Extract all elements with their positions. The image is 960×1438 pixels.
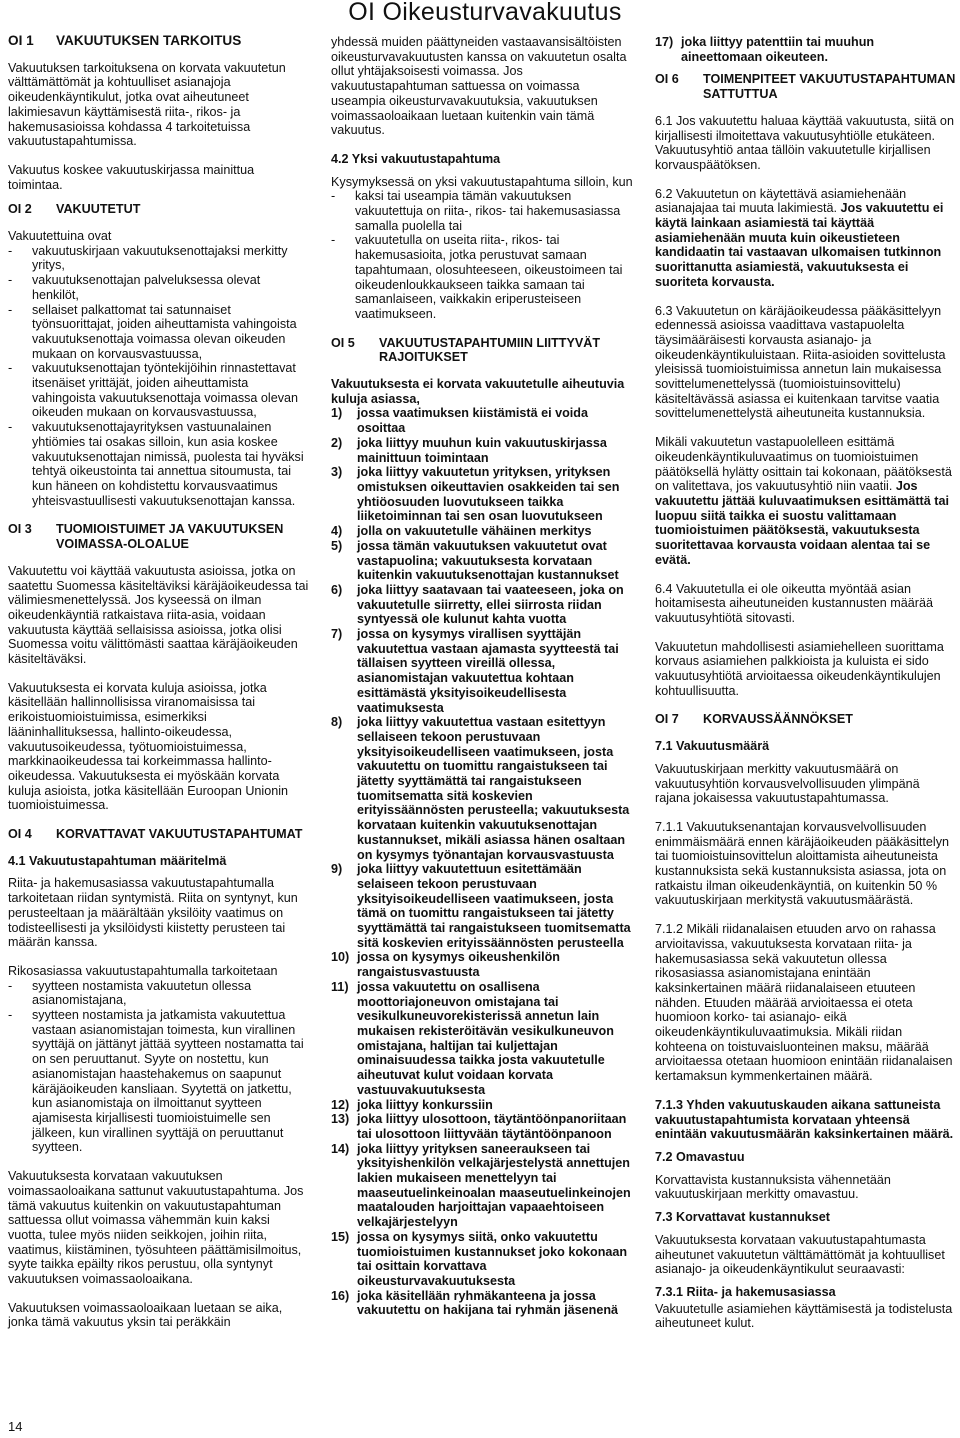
paragraph: Vakuutetulle asiamiehen käyttämisestä ja todistelusta aiheutuneet kulut. [655, 1301, 953, 1331]
subsection-heading: 7.3.1 Riita- ja hakemusasiassa [655, 1284, 836, 1299]
paragraph: 6.4 Vakuutetulla ei ole oikeutta myöntää asian hoitamisesta aiheutuneiden kustannusten määrää vakuutusyhtiötä sitovasti. [655, 581, 933, 625]
column-1 [8, 34, 310, 1344]
event-list [8, 979, 310, 1155]
list-item: 4) jolla on vakuutetulle vähäinen merkitys [331, 524, 592, 539]
list-item: 1) jossa vaatimuksen kiistämistä ei voida osoittaa [331, 406, 588, 436]
list-item: - syytteen nostamista vakuutetun ollessa asianomistajana, [8, 978, 252, 1008]
list-item: 10) jossa on kysymys oikeushenkilön rangaistusvastuusta [331, 950, 560, 980]
list-item: 15) jossa on kysymys siitä, onko vakuutettu tuomioistuimen kustannukset joko kokonaan tai osittain korvattava oikeusturvavakuutuksesta [331, 1229, 628, 1288]
column-3 [655, 35, 957, 1345]
list-item: - vakuutetulla on useita riita-, rikos- tai hakemusasioita, jotka perustuvat samaan tapahtumaan, olosuhteeseen, oikeustoimeen tai oikeudenloukkaukseen taikka samaan tai samanlaiseen, vaikkakin eriperusteiseen vaatimukseen. [331, 233, 623, 321]
list-item: 12) joka liittyy konkurssiin [331, 1097, 493, 1112]
paragraph: 6.2 Vakuutetun on käytettävä asiamiehenään asianajajaa tai muuta lakimiestä. Jos vakuutettu ei käytä lainkaan asiamiestä tai käyttää asiamiehenään muuta kuin oikeustieteen kandidaatin tai vastaavan ulkomaisen tutkinnon suorittanutta asiamiestä, vakuutuksesta ei suoriteta korvausta. [655, 186, 944, 289]
paragraph: Vakuutettuina ovat [8, 229, 112, 244]
subsection-heading: 7.3 Korvattavat kustannukset [655, 1210, 830, 1225]
restrictions-list [331, 406, 634, 1318]
list-item: - syytteen nostamista ja jatkamista vakuutettua vastaan asianomistajan toimesta, kun virallinen syyttäjä on jättänyt jättää syytteen nostamatta tai on sen peruuttanut. Syyte on nostettu, kun asianomistajan haastehakemus on saapunut käräjäoikeuden kansliaan. Syytettä on jatkettu, kun asianomistaja on ilmoittanut syytteen ajamisesta kirjallisesti tuomioistuimelle sen jälkeen, kun virallinen syyttäjä on peruuttanut syytteen. [8, 1008, 304, 1155]
list-item: - kaksi tai useampia tämän vakuutuksen vakuutettuja on riita-, rikos- tai hakemusasiassa samalla puolella tai [331, 189, 621, 233]
paragraph: 6.3 Vakuutetun on käräjäoikeudessa pääkäsittelyyn edennessä asioissa vaadittava vastapuolelta täysimääräisesti korvausta asianajo- ja oikeudenkäyntikuluistaan. Riita-asioiden sovittelusta yleisissä tuomioistuimissa annetun lain mukaisessa sovittelumenettelyssä (tuomioistuinsovittelu) käsiteltävässä asiassa ei kuitenkaan tarvitse vaatia sovittelumenettelystä aiheutuneita kustannuksia. [655, 303, 946, 421]
paragraph: 6.1 Jos vakuutettu haluaa käyttää vakuutusta, siitä on kirjallisesti ilmoitettava vakuutusyhtiölle etukäteen. Vakuutusyhtiö antaa tällöin vakuutetulle kirjallisen korvauspäätöksen. [655, 113, 954, 172]
paragraph: Vakuutettu voi käyttää vakuutusta asioissa, jotka on saatettu Suomessa käsiteltäviksi käräjäoikeudessa tai välimiesmenettelyssä. Jos kyseessä on ilman oikeudenkäyntiä ratkaistava riita-asia, voidaan vakuutusta käyttää sellaisissa asioissa, jotka olisi Suomessa voitu välittömästi saattaa käräjäoikeuden käsiteltäväksi. [8, 563, 309, 667]
section-heading-oi6: OI 6 TOIMENPITEET VAKUUTUSTAPAHTUMAN SATTUTTUA [655, 72, 956, 102]
list-item: 11) jossa vakuutettu on osallisena moottoriajoneuvon omistajana tai vesikulkuneuvorekisterissä annetun lain mukaisen rekisteröitävän vesikulkuneuvon omistajana, haltijan tai kuljettajan ominaisuudessa taikka josta vakuutetulle aiheutuvat kulut voidaan korvata vastuuvakuutuksesta [331, 979, 614, 1097]
list-item: - vakuutuksenottajan työntekijöihin rinnastettavat itsenäiset yrittäjät, joiden aiheuttamista vahingoista vakuutuksenottaja voimassa olevan oikeuden mukaan on korvausvastuussa, [8, 361, 299, 420]
paragraph: Vakuutuksen tarkoituksena on korvata vakuutetun välttämättömät ja kohtuulliset asianajoja oikeudenkäyntikulut, jotka ovat aiheutuneet lakimiesavun käyttämisestä riita-, rikos- ja hakemusasioissa kohdassa 4 tarkoitetuissa vakuutustapahtumissa. [8, 60, 286, 149]
subsection-heading: 4.1 Vakuutustapahtuman määritelmä [8, 853, 227, 868]
paragraph: Kysymyksessä on yksi vakuutustapahtuma silloin, kun [331, 174, 633, 189]
paragraph: Riita- ja hakemusasiassa vakuutustapahtumalla tarkoitetaan riidan syntymistä. Riita on syntynyt, kun perusteeltaan ja määrältään yksilöity vaatimus on todisteellisesti ja yksilöidysti kiistetty perusteen tai määrän kanssa. [8, 876, 298, 950]
section-heading-oi4: OI 4 KORVATTAVAT VAKUUTUSTAPAHTUMAT [8, 827, 303, 842]
list-item: 9) joka liittyy vakuutettuun esitettämään selaiseen tekoon perustuvaan yksityisoikeudelliseen vaatimukseen, josta tämä on tuomittu rangaistukseen tai jätetty syyttämättä tai rangaistukseen tuomitsematta sitä koskevien erityissäännösten perusteella [331, 862, 631, 950]
subsection-heading: 4.2 Yksi vakuutustapahtuma [331, 151, 501, 166]
section-heading-oi1: OI 1 VAKUUTUKSEN TARKOITUS [8, 33, 242, 48]
list-item: 2) joka liittyy muuhun kuin vakuutuskirjassa mainittuun toimintaan [331, 435, 607, 465]
subsection-heading: 7.1 Vakuutusmäärä [655, 739, 770, 754]
paragraph: Vakuutuksesta ei korvata vakuutetulle aiheutuvia kuluja asiassa, [331, 377, 625, 406]
section-heading-oi5: OI 5 VAKUUTUSTAPAHTUMIIN LIITTYVÄT RAJOITUKSET [331, 335, 601, 365]
list-item: 6) joka liittyy saatavaan tai vaateeseen, joka on vakuutetulle siirretty, ellei siirrosta riidan syntyessä ole kulunut kahta vuotta [331, 582, 624, 627]
list-item: 8) joka liittyy vakuutettua vastaan esitettyyn sellaiseen tekoon perustuvaan yksityisoikeudelliseen vaatimukseen, josta vakuutettu on tuomittu rangaistukseen tai jätetty syyttämättä tai rangaistukseen tuomitsematta sitä koskevien erityissäännösten perusteella; vakuutuksesta korvataan kuitenkin vakuutuksenottajan kustannukset, mikäli asiassa hänen osaltaan on kysymys työnantajan korvausvastuusta [331, 715, 630, 862]
paragraph: Vakuutuksesta korvataan vakuutuksen voimassaoloaikana sattunut vakuutustapahtuma. Jos tämä vakuutus kuitenkin on vakuutustapahtuman sattuessa ollut voimassa vähemmän kuin kaksi vuotta, tulee myös niiden seikkojen, joihin riita, vaatimus, kiistäminen, työsuhteen päättämisilmoitus, syyte taikka epäilty rikos perustuu, olla syntynyt vakuutuksen voimassaoloaikana. [8, 1169, 304, 1287]
list-item: 5) jossa tämän vakuutuksen vakuutetut ovat vastapuolina; vakuutuksesta korvataan kuitenkin vakuutuksenottajan kustannukset [331, 538, 619, 583]
list-item: - vakuutuskirjaan vakuutuksenottajaksi merkitty yritys, [8, 243, 288, 273]
list-item: - sellaiset palkattomat tai satunnaiset työnsuorittajat, joiden aiheuttamista vahingoista vakuutuksenottaja voimassa olevan oikeuden mukaan on korvausvastuussa, [8, 302, 297, 361]
restrictions-list-continued [655, 35, 957, 64]
paragraph: Vakuutuksesta korvataan vakuutustapahtumasta aiheutunet vakuutetun välttämättömät ja kohtuulliset asianajo- ja oikeudenkäyntikulut seuraavasti: [655, 1232, 945, 1277]
paragraph: 7.1.3 Yhden vakuutuskauden aikana sattuneista vakuutustapahtumista korvataan yhteensä enintään vakuutusmäärän kaksinkertainen määrä. [655, 1097, 954, 1142]
list-item: 7) jossa on kysymys virallisen syyttäjän vakuutettua vastaan ajamasta syytteestä tai tällaisen syytteen vireillä ollessa, asianomistajan vakuutettua kohtaan esittämästä yksityisoikeudellisesta vaatimuksesta [331, 627, 619, 715]
list-item: - vakuutuksenottajan palveluksessa olevat henkilöt, [8, 273, 261, 302]
section-heading-oi2: OI 2 VAKUUTETUT [8, 202, 141, 217]
paragraph: Mikäli vakuutetun vastapuolelleen esittämä oikeudenkäyntikuluvaatimus on tuomioistuimen päätöksellä hylätty osittain tai kokonaan, päätöksestä on valitettava, jos vakuutusyhtiö niin vaatii. Jos vakuutettu jättää kuluvaatimuksen esittämättä tai luopuu siitä taikka ei suostu valittamaan tuomioistuimen päätöksestä, vakuutuksesta suoritettavaa korvausta voidaan alentaa tai se evätä. [655, 435, 952, 567]
paragraph: Vakuutuksesta ei korvata kuluja asioissa, jotka käsitellään hallinnollisissa viranomaisissa tai erikoistuomioistuimissa, esimerkiksi lääninhallituksessa, hallinto-oikeudessa, vakuutusoikeudessa, työtuomioistuimessa, markkinaoikeudessa tai korkeimmassa hallinto-oikeudessa. Vakuutuksesta ei myöskään korvata kuluja asioista, jotka käsitellään Euroopan Unionin tuomioistuimessa. [8, 680, 289, 813]
list-item: 14) joka liittyy yrityksen saneeraukseen tai yksityishenkilön velkajärjestelystä annettujen lakien mukaiseen menettelyyn tai maaseutuelinkeinoalan maaseutuelinkeinojen maatalouden harjoittajan vapaaehtoiseen velkajärjestelyyn [331, 1141, 631, 1230]
paragraph: Vakuutetun mahdollisesti asiamiehelleen suorittama korvaus asiamiehen palkkioista ja kuluista ei sido vakuutusyhtiötä arvioitaessa oikeudenkäyntikulujen kohtuullisuutta. [655, 639, 944, 698]
page-number: 14 [8, 1419, 23, 1434]
list-item: - vakuutuksenottajayrityksen vastuunalainen yhtiömies tai osakas silloin, kun asia koskee vakuutuksenottajan nimissä, puolesta tai hyväksi tehtyä oikeustointa tai annettua sitoumusta, tai kun häneen on kohdistettu korvausvaatimus yhteisvastuullisesti vakuutuksenottajan kanssa. [8, 420, 304, 508]
paragraph: Vakuutus koskee vakuutuskirjassa mainittua toimintaa. [8, 162, 255, 192]
paragraph: Vakuutuskirjaan merkitty vakuutusmäärä on vakuutusyhtiön korvausvelvollisuuden ylimpänä rajana jokaisessa vakuutustapahtumassa. [655, 761, 920, 806]
list-item: 13) joka liittyy ulosottoon, täytäntöönpanoriitaan tai ulosottoon liittyvään täytäntöönpanoon [331, 1112, 627, 1141]
single-event-list [331, 189, 634, 321]
page-title: OI Oikeusturvavakuutus [348, 0, 622, 26]
section-heading-oi7: OI 7 KORVAUSSÄÄNNÖKSET [655, 712, 853, 727]
subsection-heading: 7.2 Omavastuu [655, 1150, 745, 1164]
list-item: 17) joka liittyy patenttiin tai muuhun aineettomaan oikeuteen. [655, 35, 875, 64]
section-heading-oi3: OI 3 TUOMIOISTUIMET JA VAKUUTUKSEN VOIMASSA-OLOALUE [8, 522, 284, 552]
paragraph: Rikosasiassa vakuutustapahtumalla tarkoitetaan [8, 963, 278, 978]
paragraph: Korvattavista kustannuksista vähennetään vakuutuskirjaan merkitty omavastuu. [655, 1172, 891, 1202]
paragraph: Vakuutuksen voimassaoloaikaan luetaan se aika, jonka tämä vakuutus yksin tai peräkkäin [8, 1300, 283, 1330]
list-item: 3) joka liittyy vakuutetun yrityksen, yrityksen omistuksen oikeuttavien osakkeiden tai sen yhtiöosuuden luovutukseen taikka liiketoiminnan tai sen osan luovutukseen [331, 465, 620, 524]
list-item: 16) joka käsitellään ryhmäkanteena ja jossa vakuutettu on hakijana tai ryhmän jäsenenä [331, 1288, 619, 1318]
insured-list [8, 244, 310, 509]
paragraph: yhdessä muiden päättyneiden vastaavansisältöisten oikeusturvavakuutusten kanssa on vakuutetun osalta ollut yhtäjaksoisesti voimassa. Jos vakuutustapahtuman sattuessa on voimassa useampia oikeusturvavakuutuksia, vakuutuksen voimassaoloaikaan luetaan kuitenkin vain tämä vakuutus. [331, 35, 627, 138]
column-2 [331, 35, 634, 1332]
paragraph: 7.1.1 Vakuutuksenantajan korvausvelvollisuuden enimmäismäärä ennen käräjäoikeuden pääkäsittelyn tai tuomioistuinsovittelun aloittamista aiheutuneista kustannuksista sekä kustannuksista asiassa, jota on ratkaistu ilman oikeudenkäyntiä, on kuitenkin 50 % vakuutuskirjaan merkitystä vakuutusmäärästä. [655, 819, 950, 908]
paragraph: 7.1.2 Mikäli riidanalaisen etuuden arvo on rahassa arvioitavissa, vakuutuksesta korvataan riita- ja hakemusasiassa sekä vakuutetun ollessa rikosasiassa asianomistajana enintään kaksinkertainen määrä riidanalaiseen etuuteen nähden. Etuuden määrää arvioitaessa ei oteta huomioon korko- tai asianajo- eikä oikeudenkäyntikuluvaatimuksia. Mikäli riidan kohteena on toistuvaisluonteinen maksu, määrää arvioitaessa otetaan huomioon enintään riidanalaisen kertamaksun kymmenkertainen määrä. [655, 922, 953, 1084]
